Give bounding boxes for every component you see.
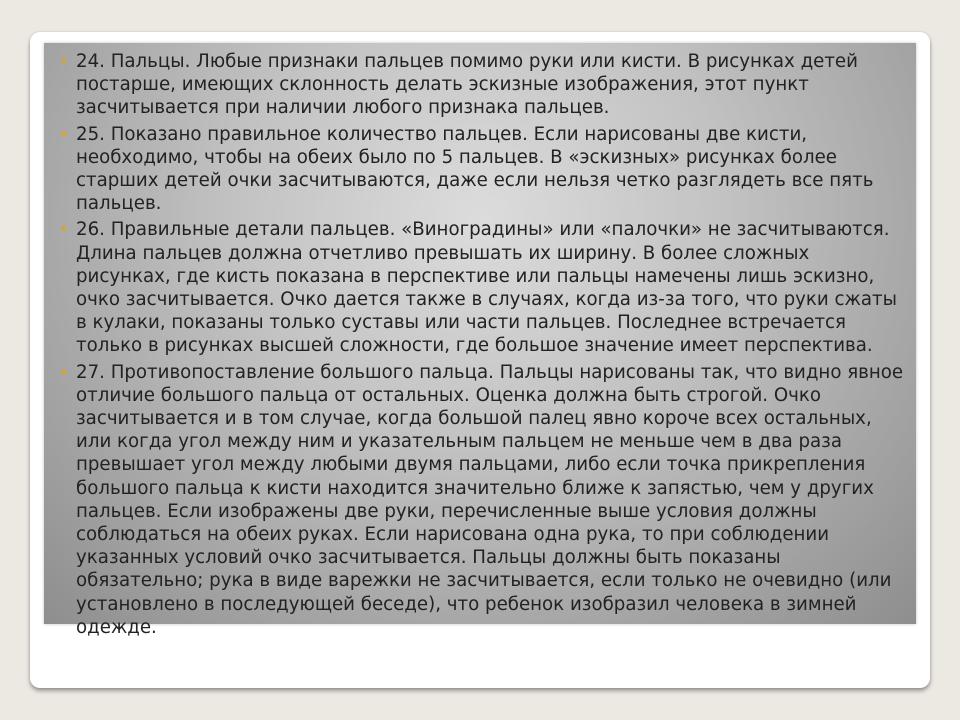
list-item bbox=[56, 123, 908, 216]
list-item bbox=[56, 361, 908, 639]
bullet-icon: • bbox=[59, 220, 68, 239]
list-item bbox=[56, 218, 908, 357]
slide-bullet-list bbox=[56, 50, 908, 642]
bullet-icon: • bbox=[59, 362, 68, 381]
list-item-text: 26. Правильные детали пальцев. «Виноградины» или «палочки» не засчитываются. Длина пальцев должна отчетливо превышать их ширину. В более сложных рисунках, где кисть показана в перспективе или пальцы намечены лишь эскизно, очко засчитывается. Очко дается также в случаях, когда из-за того, что руки сжаты в кулаки, показаны только суставы или части пальцев. Последнее встречается только в рисунках высшей сложности, где большое значение имеет перспектива. bbox=[76, 219, 897, 357]
list-item-text: 24. Пальцы. Любые признаки пальцев помимо руки или кисти. В рисунках детей постарше, имеющих склонность делать эскизные изображения, этот пункт засчитывается при наличии любого признака пальцев. bbox=[76, 51, 858, 119]
list-item-text: 25. Показано правильное количество пальцев. Если нарисованы две кисти, необходимо, чтобы на обеих было по 5 пальцев. В «эскизных» рисунках более старших детей очки засчитываются, даже если нельзя четко разглядеть все пять пальцев. bbox=[76, 123, 874, 215]
bullet-icon: • bbox=[59, 52, 68, 70]
list-item bbox=[56, 50, 908, 120]
bullet-icon: • bbox=[59, 124, 68, 143]
list-item-text: 27. Противопоставление большого пальца. Пальцы нарисованы так, что видно явное отличие большого пальца от остальных. Оценка должна быть строгой. Очко засчитывается и в том случае, когда большой палец явно короче всех остальных, или когда угол между ним и указательным пальцем не меньше чем в два раза превышает угол между любыми двумя пальцами, либо если точка прикрепления большого пальца к кисти находится значительно ближе к запястью, чем у других пальцев. Если изображены две руки, перечисленные выше условия должны соблюдаться на обеих руках. Если нарисована одна рука, то при соблюдении указанных условий очко засчитывается. Пальцы должны быть показаны обязательно; рука в виде варежки не засчитывается, если только не очевидно (или установлено в последующей беседе), что ребенок изобразил человека в зимней одежде. bbox=[76, 361, 904, 638]
